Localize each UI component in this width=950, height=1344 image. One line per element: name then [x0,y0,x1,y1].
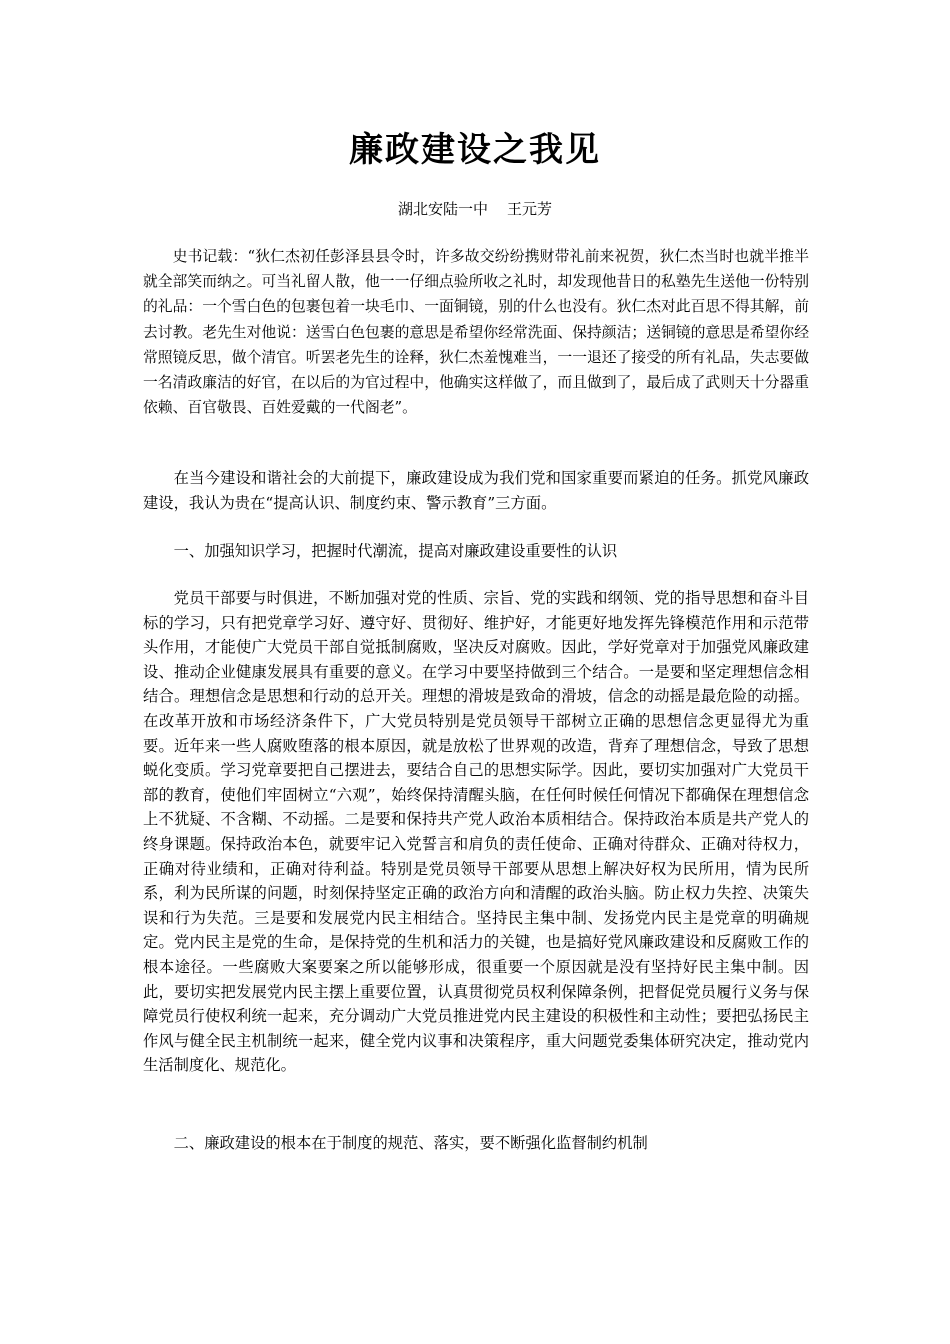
section-1-paragraph: 党员干部要与时俱进，不断加强对党的性质、宗旨、党的实践和纲领、党的指导思想和奋斗目标的学习，只有把党章学习好、遵守好、贯彻好、维护好，才能更好地发挥先锋模范作用和示范带头作用，才能使广大党员干部自觉抵制腐败，坚决反对腐败。因此，学好党章对于加强党风廉政建设、推动企业健康发展具有重要的意义。在学习中要坚持做到三个结合。一是要和坚定理想信念相结合。理想信念是思想和行动的总开关。理想的滑坡是致命的滑坡，信念的动摇是最危险的动摇。在改革开放和市场经济条件下，广大党员特别是党员领导干部树立正确的思想信念更显得尤为重要。近年来一些人腐败堕落的根本原因，就是放松了世界观的改造，背弃了理想信念，导致了思想蜕化变质。学习党章要把自己摆进去，要结合自己的思想实际学。因此，要切实加强对广大党员干部的教育，使他们牢固树立“六观”，始终保持清醒头脑，在任何时候任何情况下都确保在理想信念上不犹疑、不含糊、不动摇。二是要和保持共产党人政治本质相结合。保持政治本质是共产党人的终身课题。保持政治本色，就要牢记入党誓言和肩负的责任使命、正确对待群众、正确对待权力，正确对待业绩和，正确对待利益。特别是党员领导干部要从思想上解决好权为民所用，情为民所系，利为民所谋的问题，时刻保持坚定正确的政治方向和清醒的政治头脑。防止权力失控、决策失误和行为失范。三是要和发展党内民主相结合。坚持民主集中制、发扬党内民主是党章的明确规定。党内民主是党的生命，是保持党的生机和活力的关键，也是搞好党风廉政建设和反腐败工作的根本途径。一些腐败大案要案之所以能够形成，很重要一个原因就是没有坚持好民主集中制。因此，要切实把发展党内民主摆上重要位置，认真贯彻党员权利保障条例，把督促党员履行义务与保障党员行使权利统一起来，充分调动广大党员推进党内民主建设的积极性和主动性；要把弘扬民主作风与健全民主机制统一起来，健全党内议事和决策程序，重大问题党委集体研究决定，推动党内生活制度化、规范化。 [143,589,809,1075]
section-heading-1: 一、加强知识学习，把握时代潮流，提高对廉政建设重要性的认识 [173,542,618,560]
document-title: 廉政建设之我见 [349,130,601,170]
quote-paragraph: 史书记载：“狄仁杰初任彭泽县县令时，许多故交纷纷携财带礼前来祝贺，狄仁杰当时也就半推半就全部笑而纳之。可当礼留人散，他一一仔细点验所收之礼时，却发现他昔日的私塾先生送他一份特别的礼品：一个雪白色的包裹包着一块毛巾、一面铜镜，别的什么也没有。狄仁杰对此百思不得其解，前去讨教。老先生对他说：送雪白色包裹的意思是希望你经常洗面、保持颜洁；送铜镜的意思是希望你经常照镜反思，做个清官。听罢老先生的诠释，狄仁杰羞愧难当，一一退还了接受的所有礼品，失志要做一名清政廉洁的好官，在以后的为官过程中，他确实这样做了，而且做到了，最后成了武则天十分器重依赖、百官敬畏、百姓爱戴的一代阁老”。 [143,248,809,417]
intro-paragraph: 在当今建设和谐社会的大前提下，廉政建设成为我们党和国家重要而紧迫的任务。抓党风廉政建设，我认为贵在“提高认识、制度约束、警示教育”三方面。 [143,469,809,512]
author-line: 湖北安陆一中 王元芳 [397,200,553,218]
section-heading-2: 二、廉政建设的根本在于制度的规范、落实，要不断强化监督制约机制 [173,1134,648,1152]
